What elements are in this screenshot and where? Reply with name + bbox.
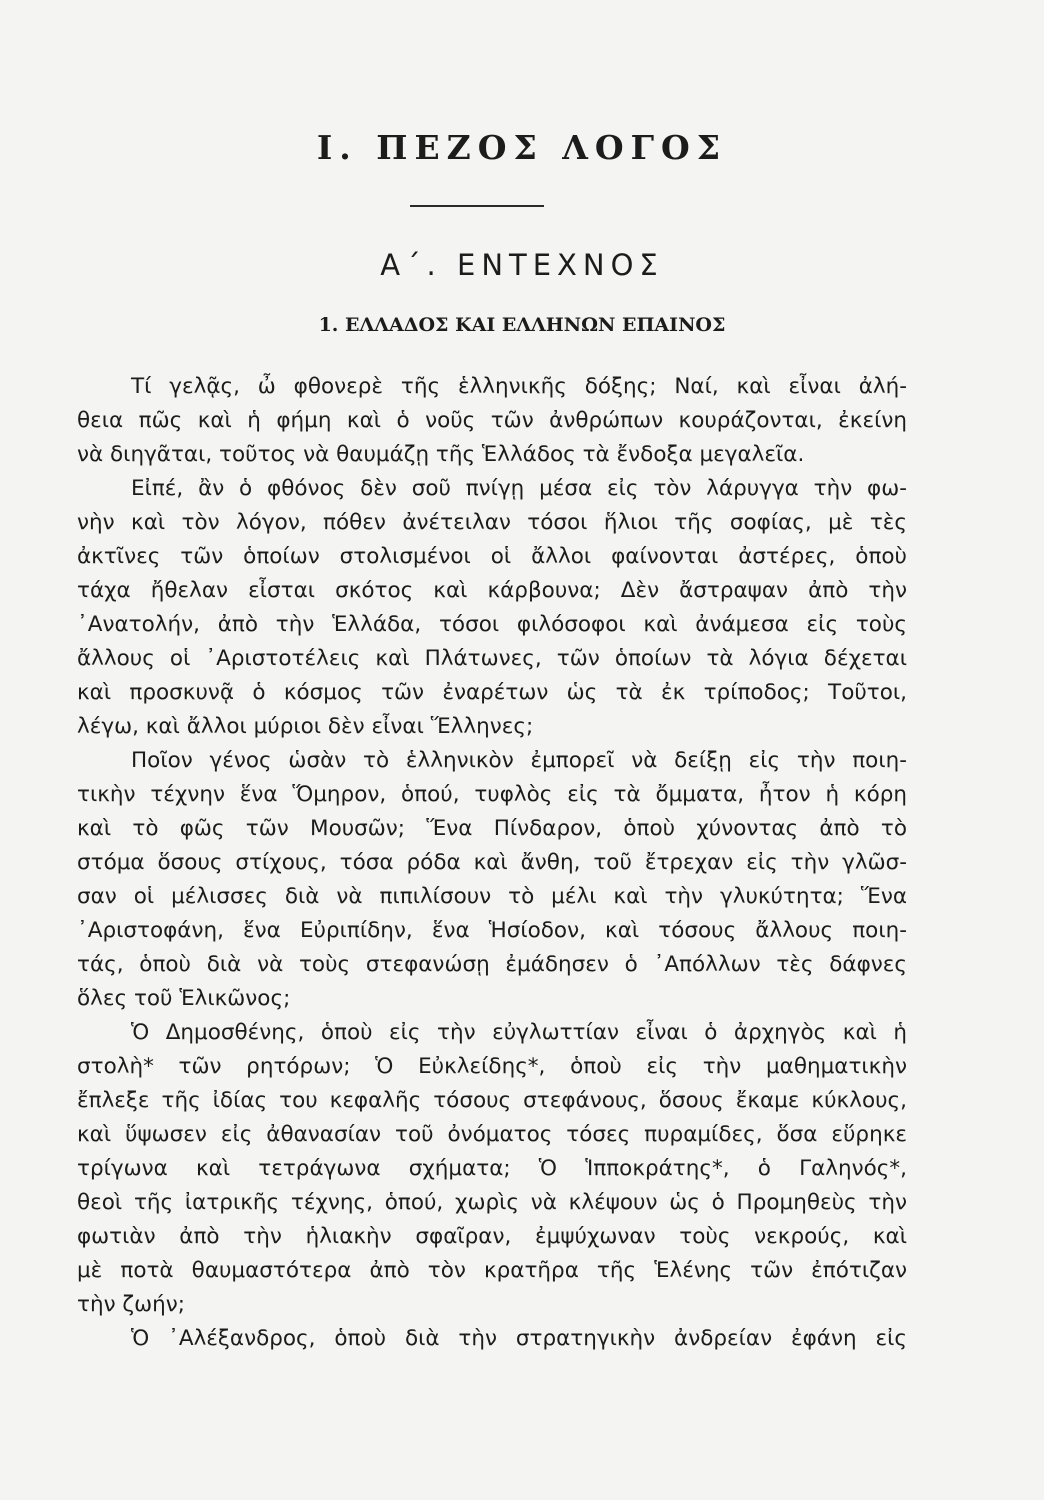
- text-line: Ποῖον γένος ὡσὰν τὸ ἑλληνικὸν ἐμπορεῖ νὰ δείξῃ εἰς τὴν ποιη-: [131, 748, 907, 773]
- text-line: τρίγωνα καὶ τετράγωνα σχήματα; Ὁ Ἱπποκράτης*, ὁ Γαληνός*,: [77, 1156, 907, 1181]
- part-title: Ι. ΠΕΖΟΣ ΛΟΓΟΣ: [316, 128, 728, 167]
- text-line: νὴν καὶ τὸν λόγον, πόθεν ἀνέτειλαν τόσοι ἥλιοι τῆς σοφίας, μὲ τὲς: [77, 510, 907, 535]
- text-line: Εἰπέ, ἂν ὁ φθόνος δὲν σοῦ πνίγῃ μέσα εἰς τὸν λάρυγγα τὴν φω-: [131, 476, 907, 501]
- text-line: καὶ προσκυνᾷ ὁ κόσμος τῶν ἐναρέτων ὡς τὰ ἐκ τρίποδος; Τοῦτοι,: [77, 680, 907, 705]
- text-line: τικὴν τέχνην ἕνα Ὅμηρον, ὁπού, τυφλὸς εἰς τὰ ὄμματα, ἦτον ἡ κόρη: [77, 782, 907, 807]
- text-line: καὶ ὕψωσεν εἰς ἀθανασίαν τοῦ ὀνόματος τόσες πυραμίδες, ὅσα εὕρηκε: [77, 1122, 907, 1147]
- text-line: τάς, ὁποὺ διὰ νὰ τοὺς στεφανώσῃ ἐμάδησεν ὁ ᾿Απόλλων τὲς δάφνες: [77, 952, 907, 977]
- text-line: τὴν ζωήν;: [77, 1292, 185, 1317]
- text-line: στόμα ὅσους στίχους, τόσα ρόδα καὶ ἄνθη, τοῦ ἔτρεχαν εἰς τὴν γλῶσ-: [77, 850, 907, 875]
- text-line: Ὁ ᾿Αλέξανδρος, ὁποὺ διὰ τὴν στρατηγικὴν ἀνδρείαν ἐφάνη εἰς: [131, 1326, 907, 1351]
- text-line: φωτιὰν ἀπὸ τὴν ἡλιακὴν σφαῖραν, ἐμψύχωναν τοὺς νεκρούς, καὶ: [77, 1224, 907, 1249]
- title-divider: [410, 205, 544, 207]
- text-line: καὶ τὸ φῶς τῶν Μουσῶν; Ἕνα Πίνδαρον, ὁποὺ χύνοντας ἀπὸ τὸ: [77, 816, 907, 841]
- text-line: Ὁ Δημοσθένης, ὁποὺ εἰς τὴν εὐγλωττίαν εἶναι ὁ ἀρχηγὸς καὶ ἡ: [131, 1020, 907, 1045]
- text-line: ὅλες τοῦ Ἑλικῶνος;: [77, 986, 291, 1011]
- text-line: ἔπλεξε τῆς ἰδίας του κεφαλῆς τόσους στεφάνους, ὅσους ἔκαμε κύκλους,: [77, 1088, 907, 1113]
- text-line: Τί γελᾷς, ὦ φθονερὲ τῆς ἑλληνικῆς δόξης; Ναί, καὶ εἶναι ἀλή-: [131, 374, 907, 399]
- text-line: θεια πῶς καὶ ἡ φήμη καὶ ὁ νοῦς τῶν ἀνθρώπων κουράζονται, ἐκείνη: [77, 408, 907, 433]
- text-line: θεοὶ τῆς ἰατρικῆς τέχνης, ὁπού, χωρὶς νὰ κλέψουν ὡς ὁ Προμηθεὺς τὴν: [77, 1190, 907, 1215]
- text-line: μὲ ποτὰ θαυμαστότερα ἀπὸ τὸν κρατῆρα τῆς Ἑλένης τῶν ἐπότιζαν: [77, 1258, 907, 1283]
- text-line: λέγω, καὶ ἄλλοι μύριοι δὲν εἶναι Ἕλληνες;: [77, 714, 534, 739]
- text-line: ἄλλους οἱ ᾿Αριστοτέλεις καὶ Πλάτωνες, τῶν ὁποίων τὰ λόγια δέχεται: [77, 646, 907, 671]
- text-line: τάχα ἤθελαν εἶσται σκότος καὶ κάρβουνα; Δὲν ἄστραψαν ἀπὸ τὴν: [77, 578, 907, 603]
- text-line: ᾿Αριστοφάνη, ἕνα Εὐριπίδην, ἕνα Ἡσίοδον, καὶ τόσους ἄλλους ποιη-: [77, 918, 907, 943]
- text-line: ἀκτῖνες τῶν ὁποίων στολισμένοι οἱ ἄλλοι φαίνονται ἀστέρες, ὁποὺ: [77, 544, 907, 569]
- text-line: σαν οἱ μέλισσες διὰ νὰ πιπιλίσουν τὸ μέλι καὶ τὴν γλυκύτητα; Ἕνα: [77, 884, 907, 909]
- text-line: ᾿Ανατολήν, ἀπὸ τὴν Ἑλλάδα, τόσοι φιλόσοφοι καὶ ἀνάμεσα εἰς τοὺς: [77, 612, 907, 637]
- text-line: νὰ διηγᾶται, τοῦτος νὰ θαυμάζῃ τῆς Ἑλλάδος τὰ ἔνδοξα μεγαλεῖα.: [77, 442, 805, 467]
- chapter-title: 1. ΕΛΛΑΔΟΣ ΚΑΙ ΕΛΛΗΝΩΝ ΕΠΑΙΝΟΣ: [318, 314, 726, 336]
- section-title: Α΄. ΕΝΤΕΧΝΟΣ: [380, 248, 664, 282]
- text-line: στολὴ* τῶν ρητόρων; Ὁ Εὐκλείδης*, ὁποὺ εἰς τὴν μαθηματικὴν: [77, 1054, 907, 1079]
